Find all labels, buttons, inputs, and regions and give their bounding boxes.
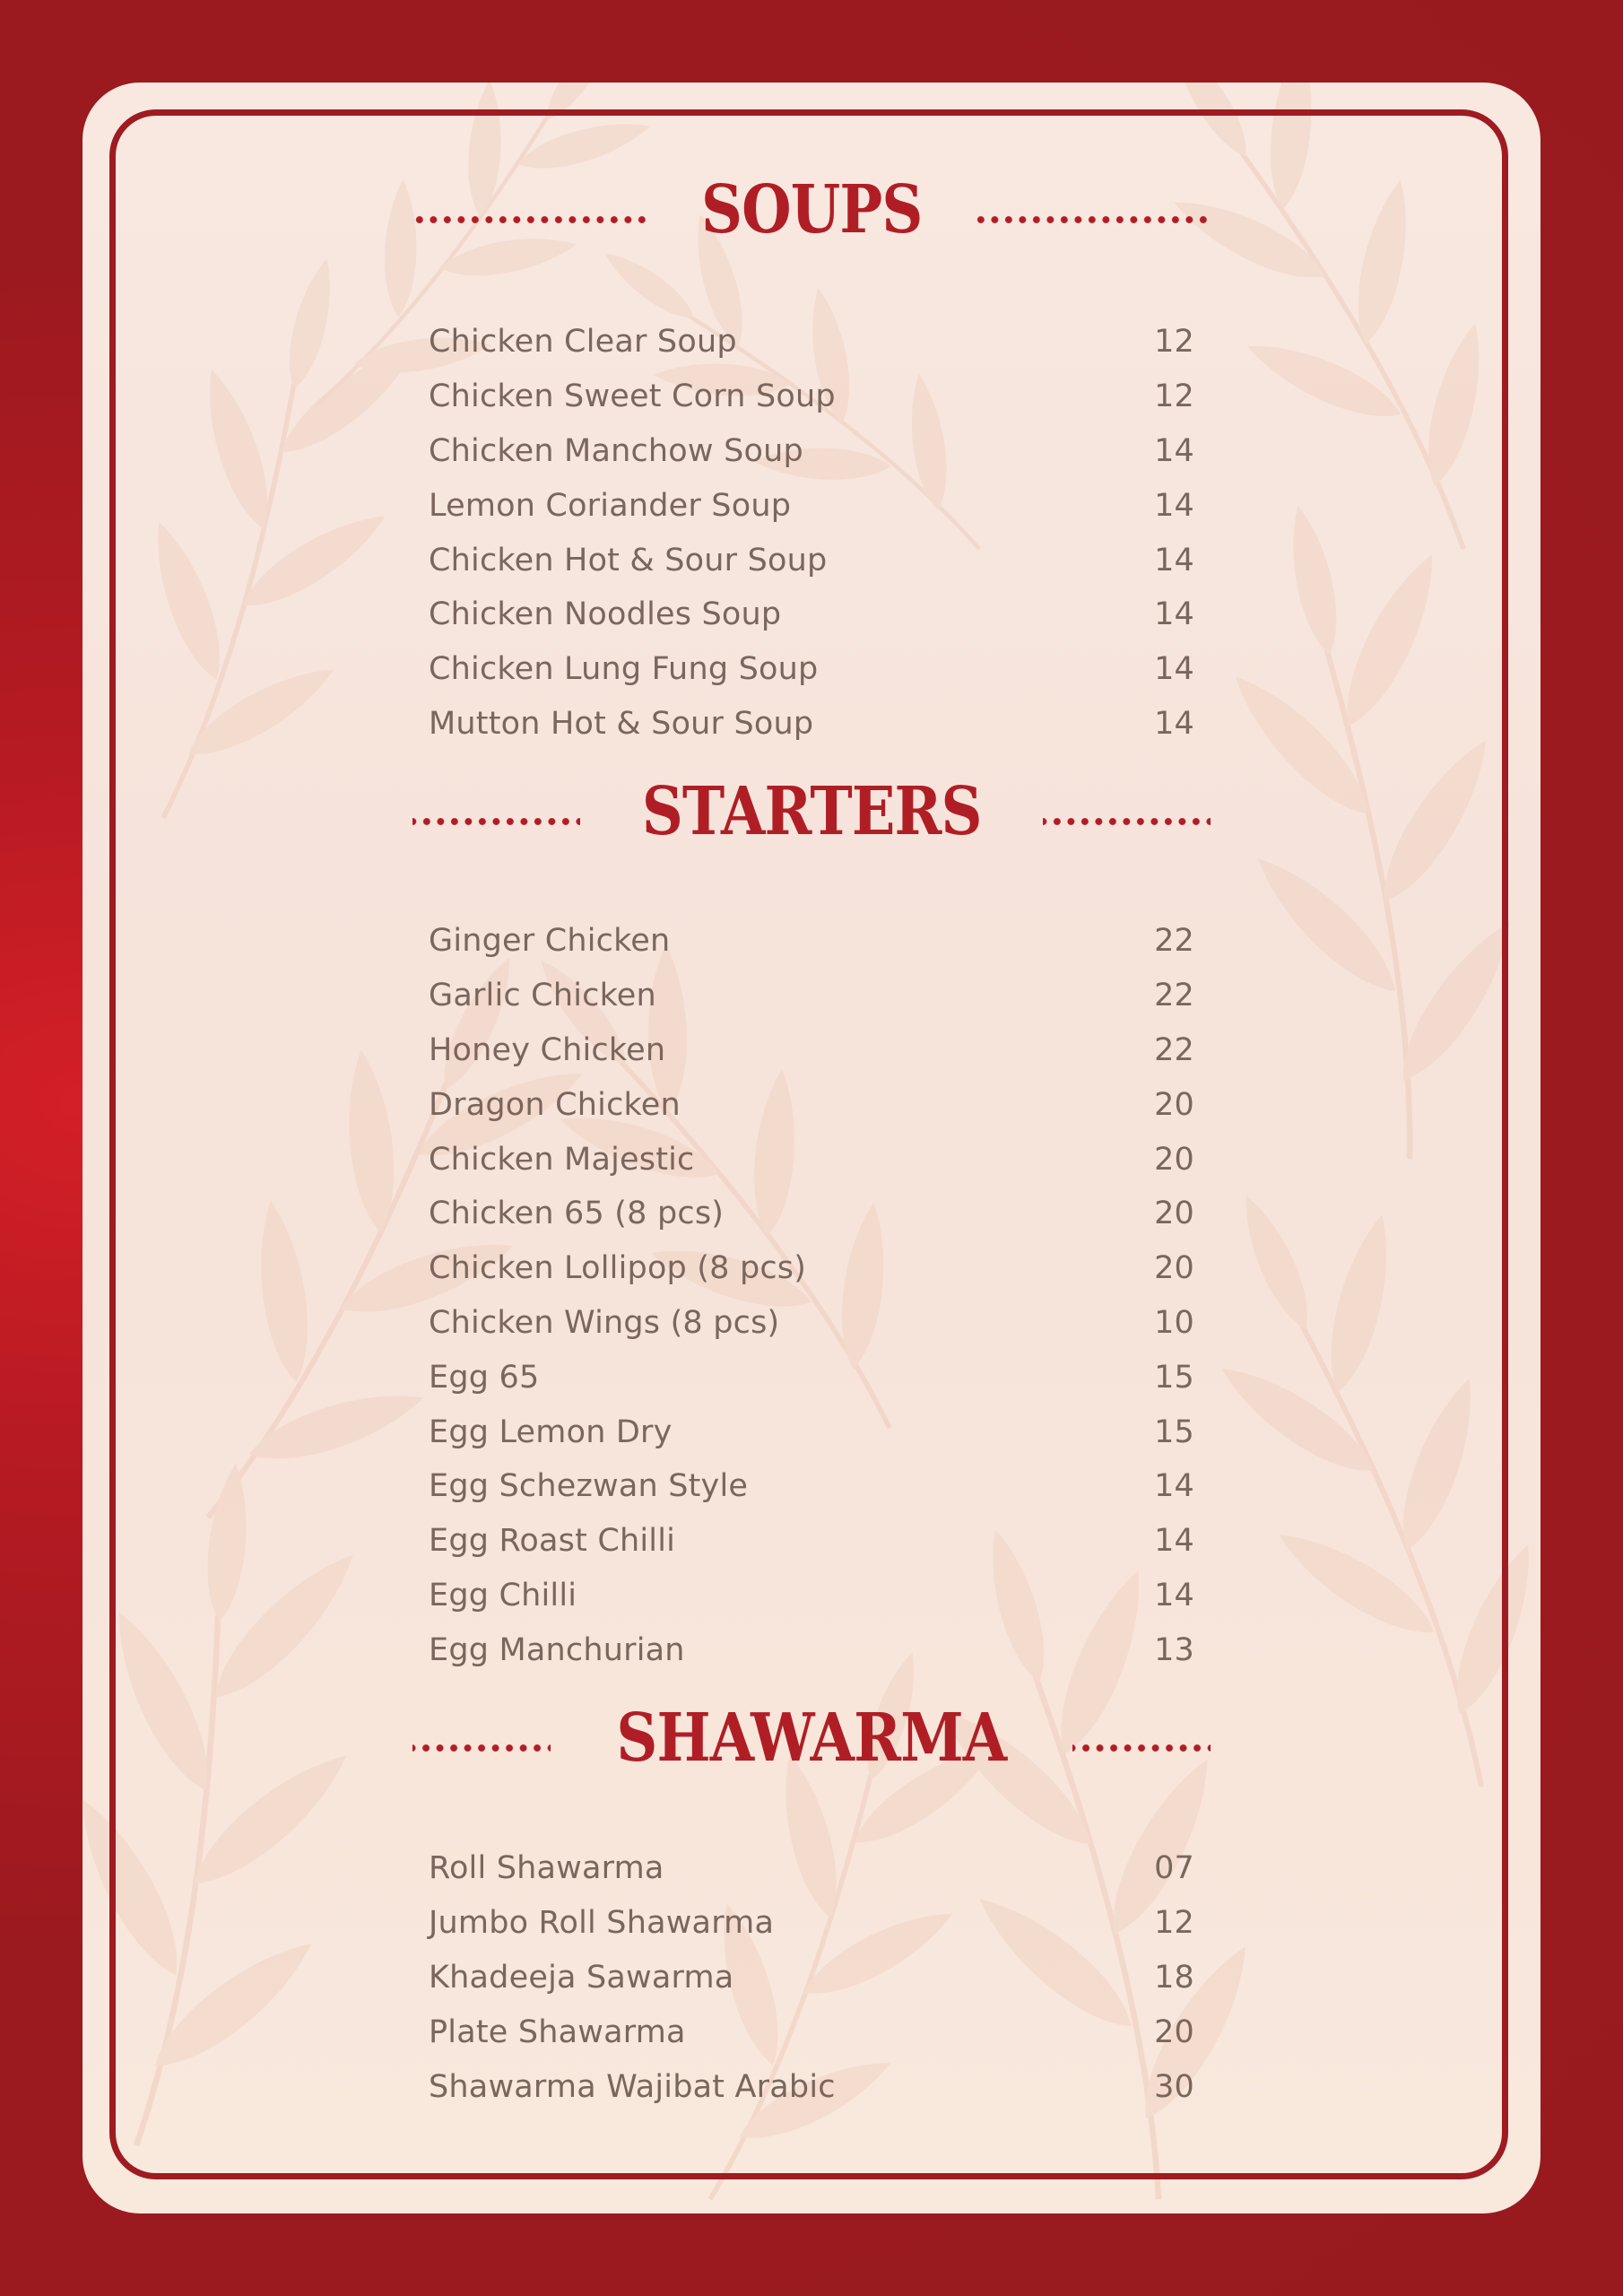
dotted-rule-left bbox=[412, 1744, 551, 1752]
menu-item bbox=[423, 1077, 1196, 1132]
item-name: Egg 65 bbox=[429, 1359, 540, 1396]
dotted-rule-right bbox=[1043, 818, 1211, 825]
item-name: Khadeeja Sawarma bbox=[429, 1959, 734, 1996]
menu-item bbox=[423, 642, 1196, 697]
item-price: 15 bbox=[1154, 1413, 1194, 1450]
item-price: 14 bbox=[1154, 487, 1194, 524]
menu-item bbox=[423, 1896, 1196, 1951]
menu-item bbox=[423, 587, 1196, 642]
item-name: Chicken Clear Soup bbox=[429, 324, 737, 361]
soups-item-list bbox=[423, 315, 1196, 751]
item-name: Egg Schezwan Style bbox=[429, 1468, 749, 1505]
section-heading-shawarma bbox=[412, 1700, 1211, 1777]
menu-item bbox=[423, 1951, 1196, 2005]
item-name: Dragon Chicken bbox=[429, 1086, 681, 1123]
item-price: 14 bbox=[1154, 542, 1194, 578]
menu-item bbox=[423, 315, 1196, 370]
item-name: Ginger Chicken bbox=[429, 923, 671, 960]
item-price: 20 bbox=[1154, 1250, 1194, 1287]
menu-item bbox=[423, 1405, 1196, 1459]
menu-item bbox=[423, 1622, 1196, 1677]
menu-item bbox=[423, 1459, 1196, 1514]
menu-item bbox=[423, 1187, 1196, 1241]
item-price: 12 bbox=[1154, 378, 1194, 415]
item-price: 22 bbox=[1154, 978, 1194, 1014]
item-name: Plate Shawarma bbox=[429, 2013, 686, 2050]
dotted-rule-right bbox=[1072, 1744, 1211, 1752]
item-name: Chicken Lung Fung Soup bbox=[429, 651, 819, 688]
menu-item bbox=[423, 1241, 1196, 1296]
item-price: 15 bbox=[1154, 1359, 1194, 1396]
item-price: 18 bbox=[1154, 1959, 1194, 1996]
dotted-rule-right bbox=[974, 216, 1211, 223]
menu-item bbox=[423, 533, 1196, 587]
item-name: Chicken Sweet Corn Soup bbox=[429, 378, 836, 415]
item-price: 14 bbox=[1154, 1468, 1194, 1505]
menu-item bbox=[423, 370, 1196, 424]
item-name: Chicken Hot & Sour Soup bbox=[429, 542, 828, 578]
menu-item bbox=[423, 1296, 1196, 1351]
section-title: SHAWARMA bbox=[616, 1700, 1007, 1777]
item-price: 14 bbox=[1154, 705, 1194, 742]
item-name: Egg Roast Chilli bbox=[429, 1523, 676, 1560]
item-name: Chicken Noodles Soup bbox=[429, 596, 782, 633]
item-price: 22 bbox=[1154, 923, 1194, 960]
item-name: Lemon Coriander Soup bbox=[429, 487, 792, 524]
section-heading-soups bbox=[412, 171, 1211, 248]
menu-item bbox=[423, 1132, 1196, 1187]
item-name: Chicken Majestic bbox=[429, 1141, 695, 1178]
item-name: Mutton Hot & Sour Soup bbox=[429, 705, 814, 742]
item-price: 07 bbox=[1154, 1850, 1194, 1887]
dotted-rule-left bbox=[412, 216, 649, 223]
item-price: 14 bbox=[1154, 1523, 1194, 1560]
item-name: Chicken Wings (8 pcs) bbox=[429, 1304, 780, 1341]
menu-item bbox=[423, 969, 1196, 1023]
menu-item bbox=[423, 478, 1196, 533]
item-name: Honey Chicken bbox=[429, 1031, 666, 1068]
item-price: 12 bbox=[1154, 324, 1194, 361]
menu-item bbox=[423, 1841, 1196, 1896]
item-price: 20 bbox=[1154, 1086, 1194, 1123]
section-heading-starters bbox=[412, 773, 1211, 850]
item-name: Chicken 65 (8 pcs) bbox=[429, 1196, 725, 1232]
item-name: Roll Shawarma bbox=[429, 1850, 664, 1887]
item-price: 10 bbox=[1154, 1304, 1194, 1341]
menu-item bbox=[423, 2059, 1196, 2114]
item-name: Chicken Lollipop (8 pcs) bbox=[429, 1250, 807, 1287]
item-price: 12 bbox=[1154, 1905, 1194, 1942]
item-name: Egg Manchurian bbox=[429, 1631, 685, 1668]
item-price: 14 bbox=[1154, 432, 1194, 469]
item-price: 30 bbox=[1154, 2068, 1194, 2105]
menu-item bbox=[423, 1350, 1196, 1405]
item-price: 20 bbox=[1154, 1141, 1194, 1178]
menu-item bbox=[423, 2005, 1196, 2059]
section-title: SOUPS bbox=[700, 171, 923, 248]
item-name: Egg Chilli bbox=[429, 1577, 577, 1613]
item-price: 14 bbox=[1154, 651, 1194, 688]
item-name: Chicken Manchow Soup bbox=[429, 432, 803, 469]
item-name: Garlic Chicken bbox=[429, 978, 656, 1014]
item-price: 22 bbox=[1154, 1031, 1194, 1068]
menu-item bbox=[423, 697, 1196, 752]
item-price: 13 bbox=[1154, 1631, 1194, 1668]
starters-item-list bbox=[423, 914, 1196, 1677]
item-price: 20 bbox=[1154, 1196, 1194, 1232]
item-price: 20 bbox=[1154, 2013, 1194, 2050]
section-title: STARTERS bbox=[641, 773, 982, 850]
menu-item bbox=[423, 1514, 1196, 1569]
item-price: 14 bbox=[1154, 596, 1194, 633]
item-name: Egg Lemon Dry bbox=[429, 1413, 673, 1450]
menu-item bbox=[423, 1569, 1196, 1623]
menu-item bbox=[423, 914, 1196, 969]
item-name: Jumbo Roll Shawarma bbox=[429, 1905, 775, 1942]
dotted-rule-left bbox=[412, 818, 580, 825]
menu-item bbox=[423, 1023, 1196, 1078]
item-price: 14 bbox=[1154, 1577, 1194, 1613]
item-name: Shawarma Wajibat Arabic bbox=[429, 2068, 836, 2105]
menu-item bbox=[423, 424, 1196, 479]
shawarma-item-list bbox=[423, 1841, 1196, 2114]
